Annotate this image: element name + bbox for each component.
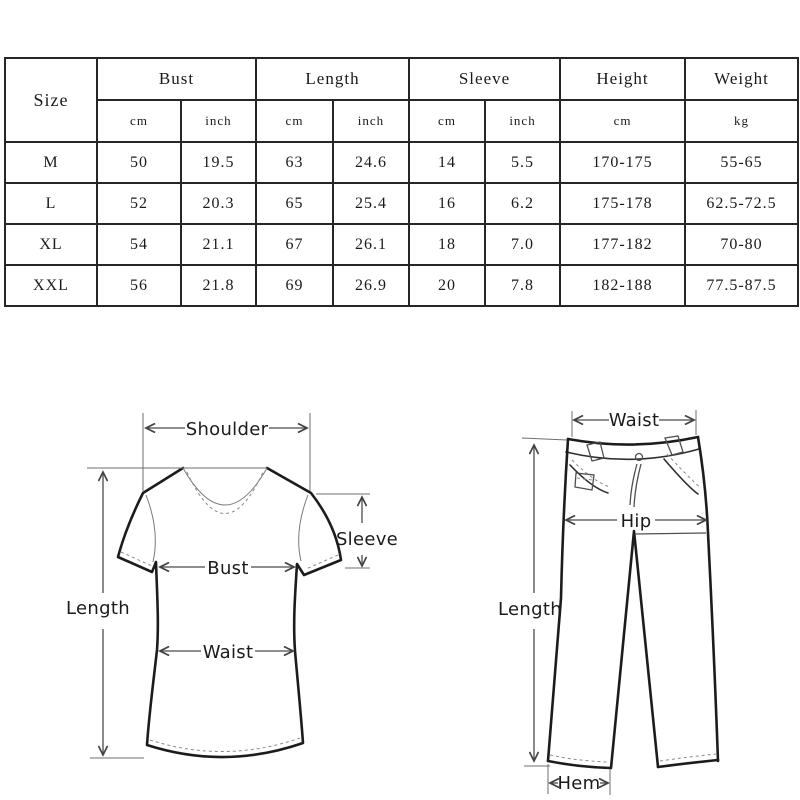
table-units-row [5, 100, 798, 142]
pants-waist-label: Waist [608, 410, 660, 431]
table-cell: L [5, 183, 97, 224]
table-cell: 177-182 [560, 224, 685, 265]
unit-bust-cm: cm [97, 100, 181, 142]
table-cell: 69 [256, 265, 333, 306]
pants-hem-label: Hem [557, 773, 601, 794]
column-header-size: Size [5, 58, 97, 142]
pants-waist-dimension [572, 410, 696, 437]
table-cell: 56 [97, 265, 181, 306]
pants-coin-pocket [575, 473, 594, 490]
table-cell: 6.2 [485, 183, 560, 224]
unit-sleeve-inch: inch [485, 100, 560, 142]
table-cell: 7.8 [485, 265, 560, 306]
pants-pocket-right-stitch [667, 454, 701, 488]
shirt-bust-dimension [160, 558, 294, 579]
table-cell: 20 [409, 265, 485, 306]
unit-height-cm: cm [560, 100, 685, 142]
table-cell: 24.6 [333, 142, 409, 183]
pants-drawing [548, 436, 718, 768]
column-header-length: Length [256, 58, 409, 100]
table-cell: 7.0 [485, 224, 560, 265]
shirt-armhole-seam-right [299, 495, 308, 561]
table-row [5, 142, 798, 183]
table-row [5, 265, 798, 306]
shirt-length-label: Length [66, 598, 130, 619]
table-cell: 5.5 [485, 142, 560, 183]
shirt-waist-label: Waist [202, 642, 254, 663]
table-cell: XL [5, 224, 97, 265]
table-row [5, 183, 798, 224]
table-cell: 19.5 [181, 142, 256, 183]
column-header-sleeve: Sleeve [409, 58, 560, 100]
shirt-shoulder-dimension [143, 413, 310, 492]
table-cell: 26.1 [333, 224, 409, 265]
unit-weight-kg: kg [685, 100, 798, 142]
unit-length-inch: inch [333, 100, 409, 142]
pants-hem-stitch-left [550, 755, 608, 762]
table-cell: 175-178 [560, 183, 685, 224]
table-cell: 14 [409, 142, 485, 183]
column-header-bust: Bust [97, 58, 256, 100]
table-cell: 16 [409, 183, 485, 224]
pants-waistband-bottom [566, 449, 699, 459]
shirt-sleeve-label: Sleeve [335, 529, 399, 550]
shirt-sleeve-dimension [316, 494, 398, 568]
shirt-diagram [40, 395, 420, 800]
table-cell: 65 [256, 183, 333, 224]
pants-inseams [611, 531, 658, 768]
table-cell: 21.1 [181, 224, 256, 265]
unit-sleeve-cm: cm [409, 100, 485, 142]
pants-length-label: Length [498, 599, 562, 620]
size-table [4, 57, 799, 307]
table-header-row [5, 58, 798, 100]
table-cell: 50 [97, 142, 181, 183]
table-cell: 52 [97, 183, 181, 224]
shirt-shoulder-label: Shoulder [185, 419, 269, 440]
table-cell: 55-65 [685, 142, 798, 183]
table-cell: 63 [256, 142, 333, 183]
unit-length-cm: cm [256, 100, 333, 142]
shirt-armhole-seam-left [146, 495, 155, 562]
column-header-height: Height [560, 58, 685, 100]
pants-hem-right [658, 760, 718, 767]
shirt-waist-dimension [160, 642, 293, 663]
table-cell: 77.5-87.5 [685, 265, 798, 306]
pants-pocket-right [664, 459, 698, 494]
table-cell: 70-80 [685, 224, 798, 265]
shirt-length-dimension [66, 468, 267, 758]
table-cell: M [5, 142, 97, 183]
pants-hip-dimension [566, 511, 706, 532]
table-cell: 18 [409, 224, 485, 265]
table-cell: 67 [256, 224, 333, 265]
table-cell: 21.8 [181, 265, 256, 306]
shirt-bust-label: Bust [207, 558, 249, 579]
table-cell: 54 [97, 224, 181, 265]
shirt-collar-stitch [187, 472, 263, 514]
pants-diagram [440, 395, 800, 800]
pants-outseam-right [698, 437, 718, 761]
table-cell: 182-188 [560, 265, 685, 306]
table-cell: 26.9 [333, 265, 409, 306]
table-cell: XXL [5, 265, 97, 306]
table-cell: 25.4 [333, 183, 409, 224]
table-cell: 20.3 [181, 183, 256, 224]
unit-bust-inch: inch [181, 100, 256, 142]
shirt-collar-line [183, 468, 267, 505]
shirt-drawing [118, 468, 341, 757]
table-cell: 62.5-72.5 [685, 183, 798, 224]
pants-belt-loop-right [665, 436, 683, 455]
column-header-weight: Weight [685, 58, 798, 100]
pants-hem-left [548, 761, 610, 768]
pants-length-dimension [498, 438, 567, 766]
pants-hip-label: Hip [620, 511, 652, 532]
pants-hip-yoke-line [635, 533, 706, 534]
table-row [5, 224, 798, 265]
table-cell: 170-175 [560, 142, 685, 183]
